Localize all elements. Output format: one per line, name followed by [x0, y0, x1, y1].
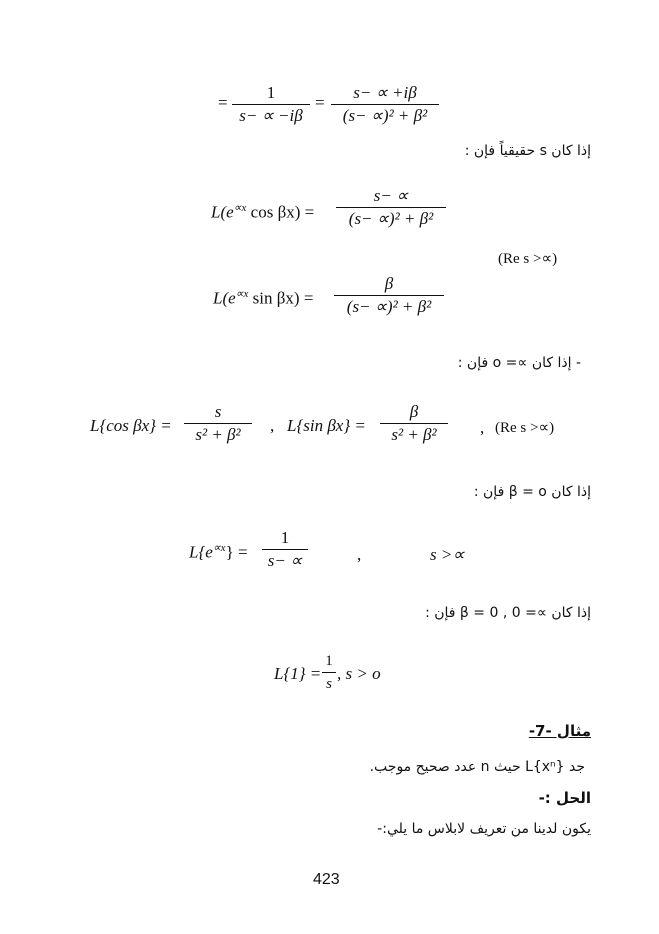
- eq-exp-comma: ,: [357, 545, 362, 564]
- eq1-fraction-2: [331, 83, 439, 126]
- eq-cos-lhs-exponent: ∝x: [233, 202, 247, 214]
- eq-pair-sin-fraction: [380, 402, 448, 445]
- eq-cos-lhs-base: L(e: [211, 202, 234, 222]
- eq-exp-lhs: [189, 541, 248, 563]
- eq-one-fraction: [322, 651, 336, 694]
- eq-one-lhs: L{1} =: [274, 664, 322, 683]
- eq-pair-cos-denominator: s² + β²: [195, 425, 241, 444]
- eq-exp-numerator: 1: [280, 528, 290, 547]
- eq-cos-fraction: [336, 186, 446, 229]
- text-if-alpha-zero: - إذا كان ∝= o فإن :: [457, 355, 581, 371]
- example-statement: جد L{xⁿ} حيث n عدد صحيح موجب.: [369, 759, 585, 775]
- eq1-fraction-1: [232, 83, 310, 126]
- eq-pair-separator: ,: [270, 416, 275, 435]
- eq-sin-lhs-rest: sin βx) =: [248, 288, 314, 308]
- eq-pair-sin-numerator: β: [409, 402, 419, 421]
- example-title: مثال -7-: [528, 722, 591, 740]
- eq-cos-numerator: s− ∝: [373, 186, 409, 205]
- eq1-equals-2: =: [315, 93, 325, 112]
- eq-exp-lhs-rest: } =: [225, 542, 248, 562]
- eq-one-numerator: 1: [325, 653, 333, 669]
- eq-pair-sin-lhs: L{sin βx} =: [287, 416, 366, 435]
- eq-cos-lhs-rest: cos βx) =: [246, 202, 315, 222]
- eq1-frac1-numerator: 1: [266, 83, 276, 102]
- eq-pair-cos-lhs: L{cos βx} =: [90, 416, 172, 435]
- solution-text: يكون لدينا من تعريف لابلاس ما يلي:-: [377, 821, 591, 837]
- text-if-s-real: إذا كان s حقيقياً فإن :: [464, 143, 591, 159]
- eq1-equals-1: =: [218, 93, 228, 112]
- eq-pair-cos-numerator: s: [214, 402, 222, 421]
- condition-re-s-1: (Re s >∝): [498, 251, 558, 267]
- eq-exp-fraction: [262, 528, 308, 571]
- eq-pair-sin-denominator: s² + β²: [391, 425, 437, 444]
- eq-sin-numerator: β: [384, 274, 394, 293]
- eq1-frac2-numerator: s− ∝ +iβ: [353, 83, 417, 102]
- eq-exp-condition: s >∝: [430, 545, 465, 564]
- eq-pair-comma: ,: [480, 418, 485, 437]
- eq-sin-lhs-base: L(e: [213, 288, 236, 308]
- eq-sin-lhs-exponent: ∝x: [235, 288, 249, 300]
- eq-exp-lhs-exponent: ∝x: [212, 542, 226, 554]
- eq-sin-lhs: [213, 287, 313, 309]
- eq1-frac1-denominator: s− ∝ −iβ: [239, 106, 303, 125]
- eq-exp-lhs-base: L{e: [189, 542, 213, 562]
- eq-exp-denominator: s− ∝: [267, 551, 303, 570]
- eq-cos-denominator: (s− ∝)² + β²: [348, 209, 434, 228]
- condition-re-s-2: (Re s >∝): [495, 420, 555, 436]
- eq-one-denominator: s: [326, 676, 332, 692]
- solution-label: الحل :-: [538, 789, 591, 807]
- eq-sin-denominator: (s− ∝)² + β²: [346, 297, 432, 316]
- eq-sin-fraction: [334, 274, 444, 317]
- text-if-beta-zero: إذا كان β = o فإن :: [473, 484, 591, 500]
- eq-cos-lhs: [211, 201, 314, 223]
- eq-pair-cos-fraction: [184, 402, 252, 445]
- eq1-frac2-denominator: (s− ∝)² + β²: [342, 106, 428, 125]
- page-number: 423: [313, 871, 340, 888]
- text-if-both-zero: إذا كان ∝= 0 , β = 0 فإن :: [425, 605, 591, 621]
- eq-one-rest: , s > o: [337, 664, 381, 683]
